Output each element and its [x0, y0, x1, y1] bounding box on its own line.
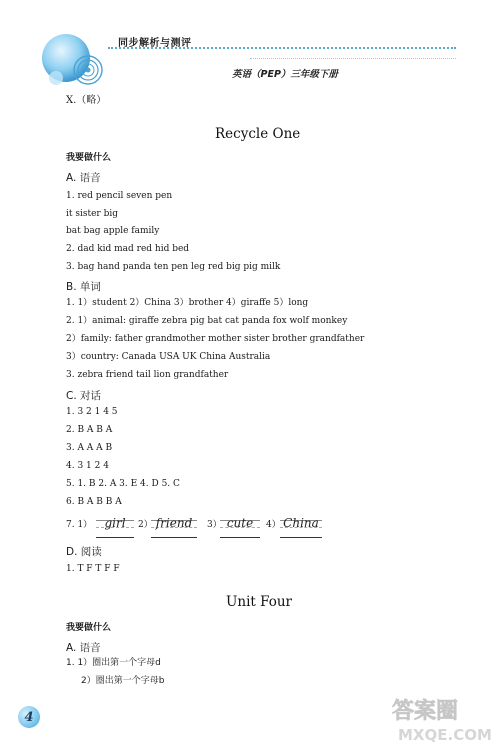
unit-four-section-a-line: 1. 1）圈出第一个字母d [66, 658, 161, 668]
section-c-line: 3. A A A B [66, 443, 113, 453]
watermark-line1: 答案圈 [392, 699, 459, 724]
unit-four-title: Unit Four [226, 594, 293, 610]
section-a-heading: A. 语音 [66, 172, 101, 184]
section-c-line: 2. B A B A [66, 425, 113, 435]
section-c-heading: C. 对话 [66, 390, 102, 402]
writing-box [220, 515, 260, 538]
section-a-line: 3. bag hand panda ten pen leg red big pig milk [66, 262, 281, 272]
writing-answer: girl [104, 516, 126, 530]
writing-box [96, 515, 134, 538]
writing-number: 2） [138, 520, 153, 530]
section-d-line: 1. T F T F F [66, 564, 120, 574]
unit-four-intro: 我要做什么 [66, 623, 112, 633]
subject-line: 英语（PEP）三年级下册 [232, 69, 338, 80]
series-logo-icon [40, 28, 106, 94]
section-a-line: bat bag apple family [66, 226, 160, 236]
writing-answer: friend [155, 516, 193, 530]
recycle-one-intro: 我要做什么 [66, 153, 112, 163]
writing-box [151, 515, 197, 538]
section-b-line: 1. 1）student 2）China 3）brother 4）giraffe 5）long [66, 298, 309, 308]
watermark-logo [388, 692, 496, 746]
page-number: 4 [18, 706, 40, 728]
section-c-line: 4. 3 1 2 4 [66, 461, 109, 471]
top-line: X.（略） [66, 95, 107, 106]
section-c-line7-prefix: 7. 1） [66, 520, 93, 530]
recycle-one-title: Recycle One [215, 126, 301, 142]
section-c-line: 5. 1. B 2. A 3. E 4. D 5. C [66, 479, 180, 489]
section-a-line: 1. red pencil seven pen [66, 191, 173, 201]
writing-box [280, 515, 322, 538]
watermark-line2: MXQE.COM [398, 726, 492, 744]
unit-four-section-a-heading: A. 语音 [66, 642, 101, 654]
section-b-heading: B. 单词 [66, 281, 101, 293]
section-a-line: 2. dad kid mad red hid bed [66, 244, 190, 254]
section-a-line: it sister big [66, 209, 118, 219]
writing-answer: China [283, 516, 319, 530]
unit-four-section-a-line: 2）圈出第一个字母b [81, 676, 165, 686]
header-divider [108, 47, 456, 49]
section-c-line: 6. B A B B A [66, 497, 122, 507]
section-b-line: 2）family: father grandmother mother sister brother grandfather [66, 334, 365, 344]
header-divider-secondary [250, 58, 456, 59]
series-title: 同步解析与测评 [118, 38, 192, 49]
section-d-heading: D. 阅读 [66, 546, 102, 558]
section-b-line: 3. zebra friend tail lion grandfather [66, 370, 229, 380]
writing-number: 3） [207, 520, 222, 530]
writing-answer: cute [226, 516, 254, 530]
writing-number: 4） [266, 520, 281, 530]
section-c-line: 1. 3 2 1 4 5 [66, 407, 118, 417]
section-b-line: 2. 1）animal: giraffe zebra pig bat cat panda fox wolf monkey [66, 316, 348, 326]
section-b-line: 3）country: Canada USA UK China Australia [66, 352, 271, 362]
